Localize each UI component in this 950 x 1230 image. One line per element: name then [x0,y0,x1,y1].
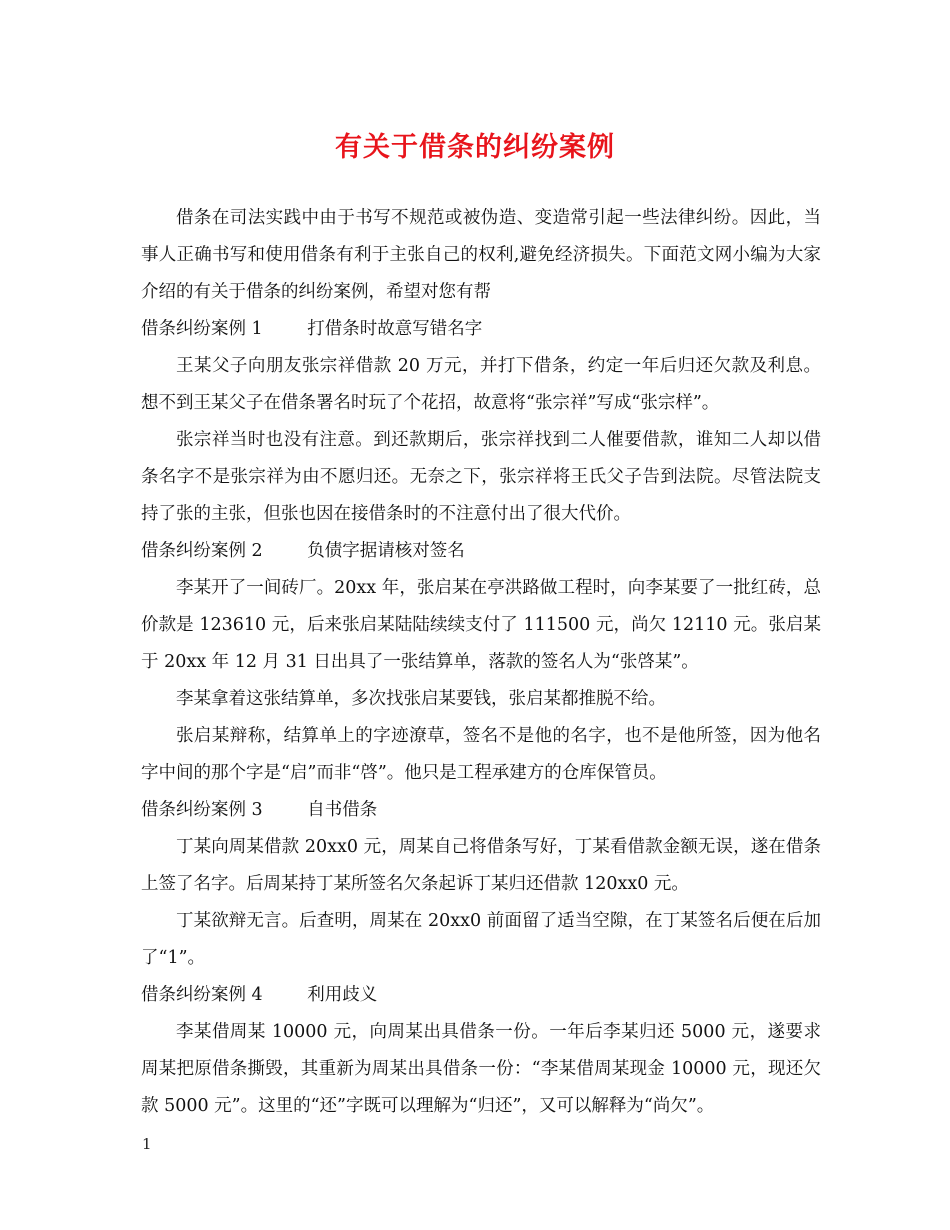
case-1-paragraph-2: 张宗祥当时也没有注意。到还款期后，张宗祥找到二人催要借款，谁知二人却以借条名字不是张宗祥为由不愿归还。无奈之下，张宗祥将王氏父子告到法院。尽管法院支持了张的主张，但张也因在接借条时的不注意付出了很大代价。 [141,430,821,524]
case-3-paragraph-1: 丁某向周某借款 20xx0 元，周某自己将借条写好，丁某看借款金额无误，遂在借条上签了名字。后周某持丁某所签名欠条起诉丁某归还借款 120xx0 元。 [141,837,821,894]
case-1-paragraph-1: 王某父子向朋友张宗祥借款 20 万元，并打下借条，约定一年后归还欠款及利息。想不到王某父子在借条署名时玩了个花招，故意将“张宗祥”写成“张宗样”。 [141,356,821,413]
case-4-paragraph-1: 李某借周某 10000 元，向周某出具借条一份。一年后李某归还 5000 元，遂要求周某把原借条撕毁，其重新为周某出具借条一份：“李某借周某现金 10000 元，现还欠款 5000 元”。这里的“还”字既可以理解为“归还”，又可以解释为“尚欠”。 [141,1022,821,1116]
document-title: 有关于借条的纠纷案例 [335,132,615,163]
case-2-paragraph-3: 张启某辩称，结算单上的字迹潦草，签名不是他的名字，也不是他所签，因为他名字中间的那个字是“启”而非“啓”。他只是工程承建方的仓库保管员。 [141,726,821,783]
intro-paragraph: 借条在司法实践中由于书写不规范或被伪造、变造常引起一些法律纠纷。因此，当事人正确书写和使用借条有利于主张自己的权利,避免经济损失。下面范文网小编为大家介绍的有关于借条的纠纷案例，希望对您有帮 [141,208,821,302]
case-4-heading: 借条纠纷案例 4 利用歧义 [141,985,378,1005]
case-3-heading: 借条纠纷案例 3 自书借条 [141,800,378,820]
case-2-heading: 借条纠纷案例 2 负债字据请核对签名 [141,541,465,561]
case-1-heading: 借条纠纷案例 1 打借条时故意写错名字 [141,319,483,339]
case-2-paragraph-1: 李某开了一间砖厂。20xx 年，张启某在亭洪路做工程时，向李某要了一批红砖，总价款是 123610 元，后来张启某陆陆续续支付了 111500 元，尚欠 12110 元。张启某于 20xx 年 12 月 31 日出具了一张结算单，落款的签名人为“张啓某”。 [141,578,821,672]
case-2-paragraph-2: 李某拿着这张结算单，多次找张启某要钱，张启某都推脱不给。 [176,689,666,709]
page-number: 1 [142,1135,152,1153]
case-3-paragraph-2: 丁某欲辩无言。后查明，周某在 20xx0 前面留了适当空隙，在丁某签名后便在后加了“1”。 [141,911,821,968]
document-body [141,200,821,1125]
